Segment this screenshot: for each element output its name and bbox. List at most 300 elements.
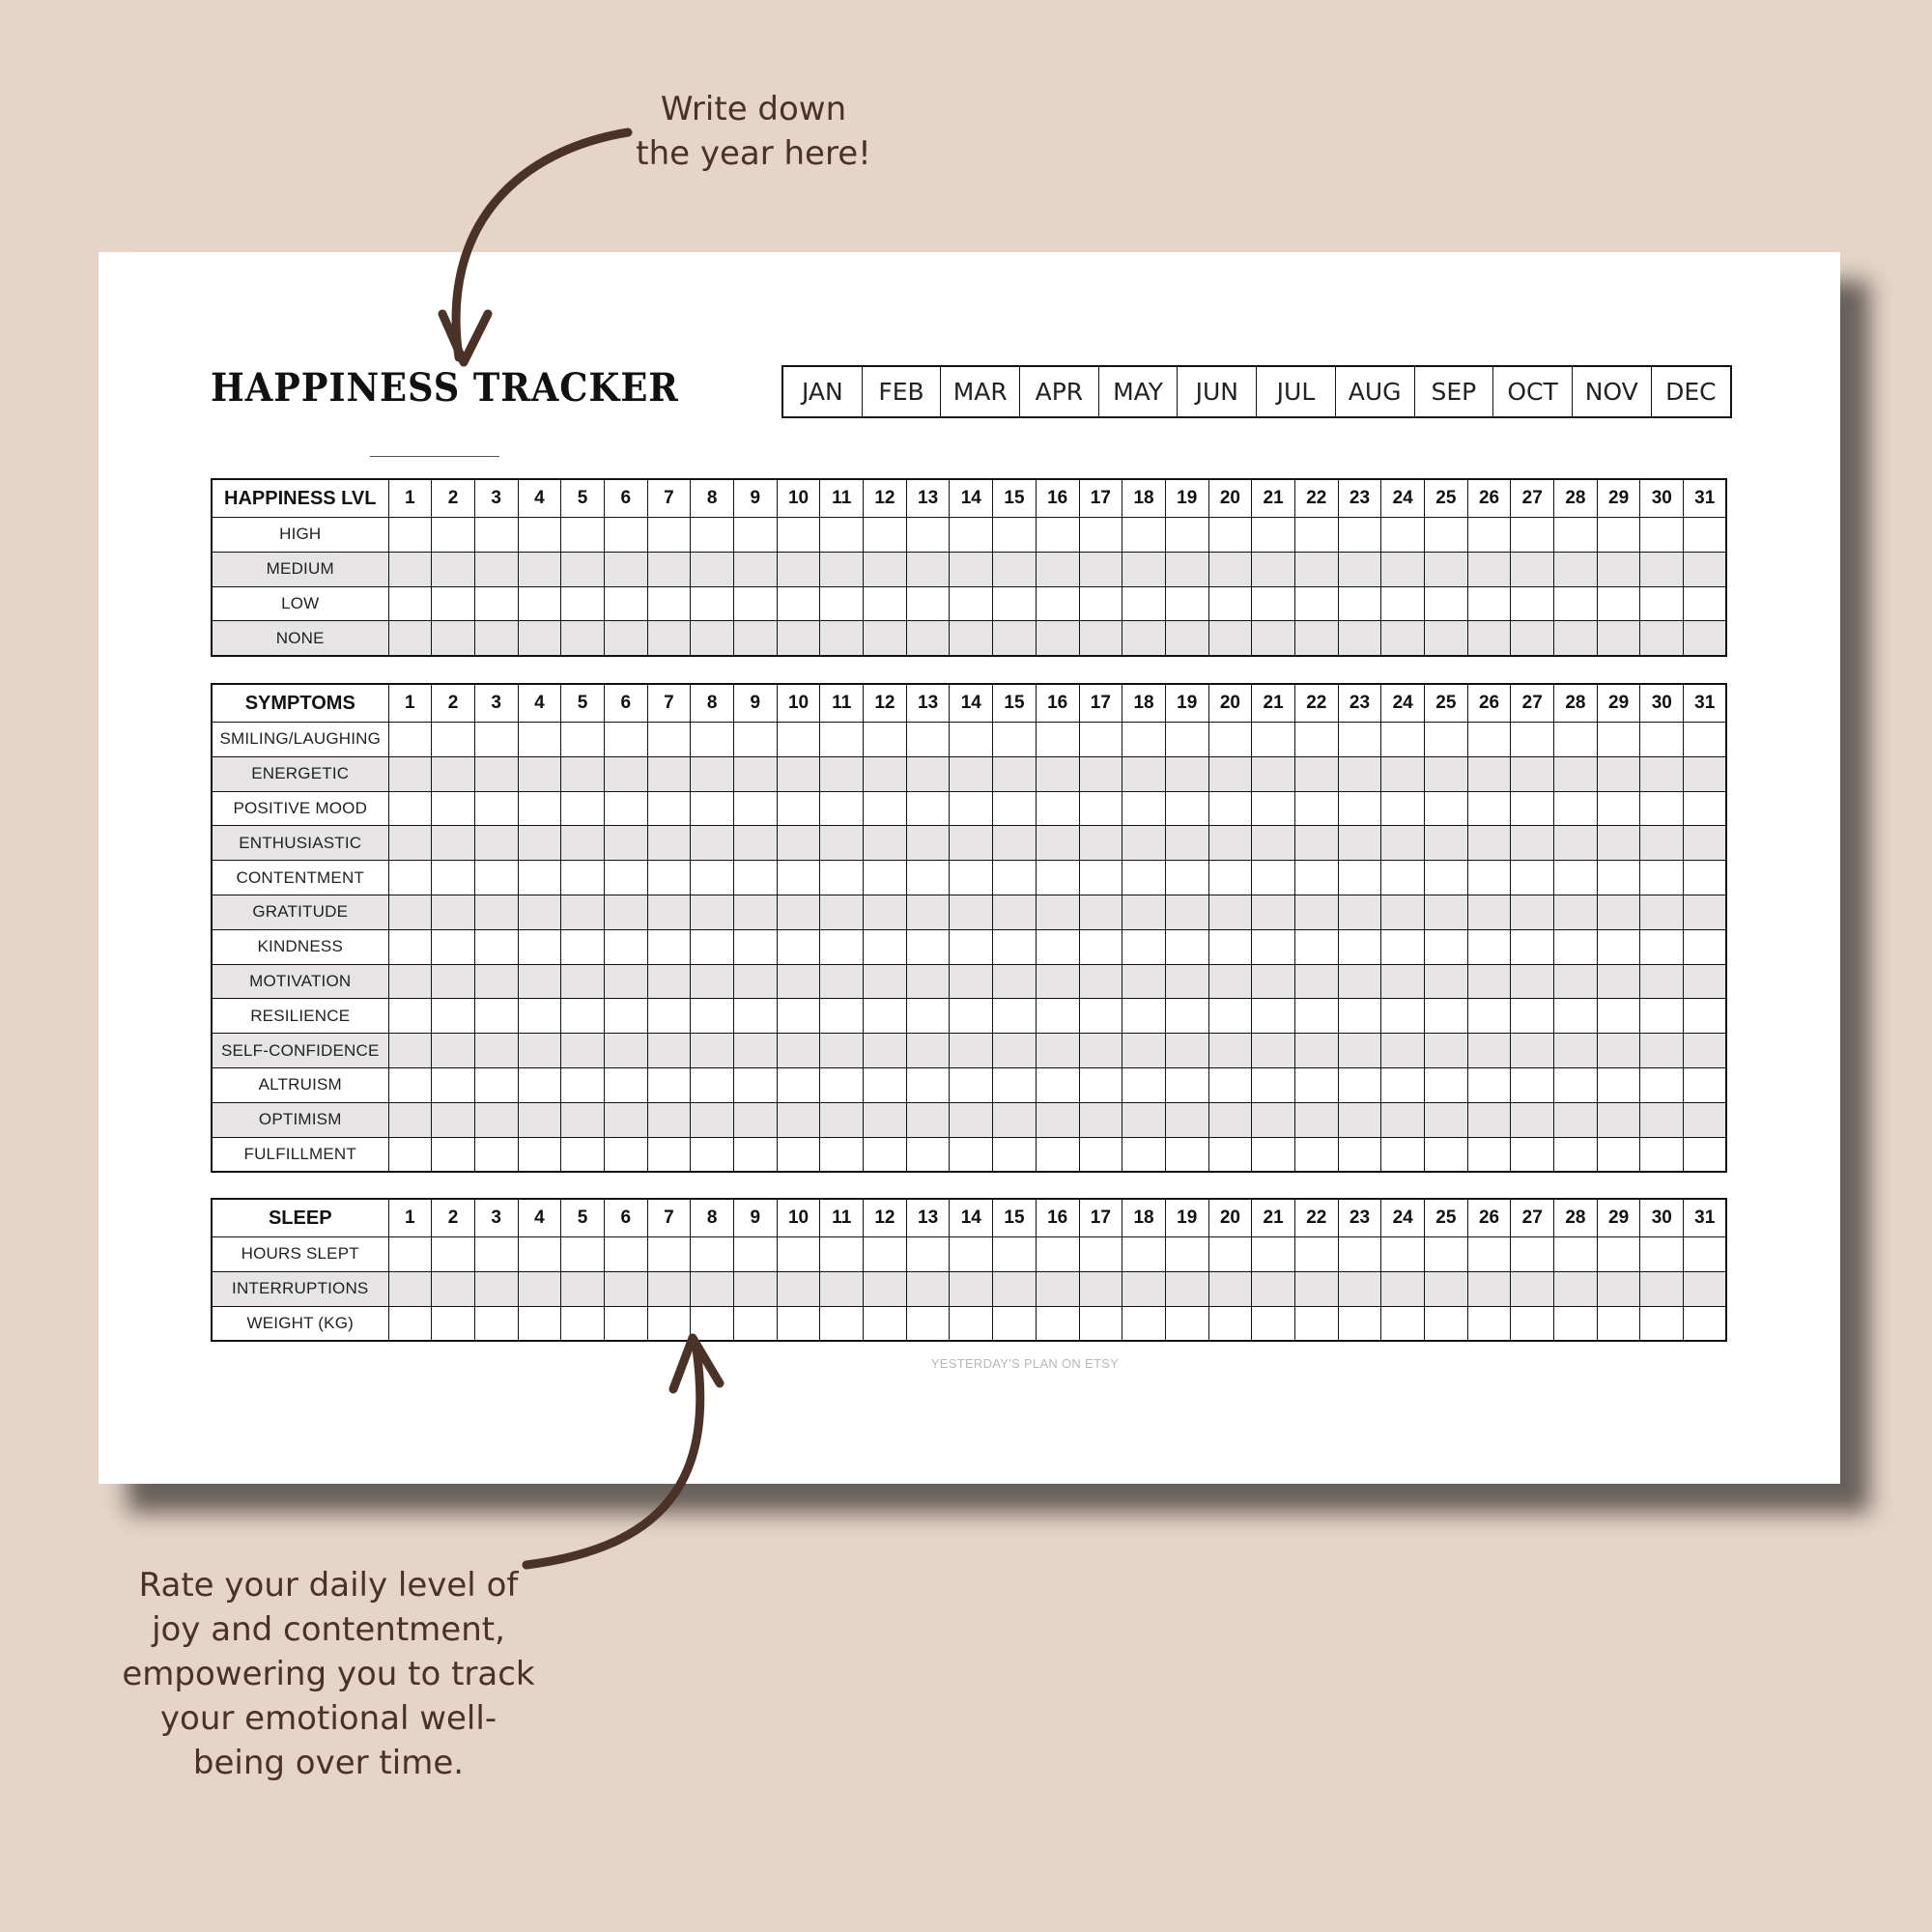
tracker-cell[interactable] bbox=[1252, 826, 1295, 861]
tracker-cell[interactable] bbox=[691, 999, 734, 1034]
tracker-cell[interactable] bbox=[906, 1034, 950, 1068]
tracker-cell[interactable] bbox=[691, 1067, 734, 1102]
tracker-cell[interactable] bbox=[1208, 999, 1252, 1034]
tracker-cell[interactable] bbox=[432, 552, 475, 586]
tracker-cell[interactable] bbox=[820, 756, 864, 791]
tracker-cell[interactable] bbox=[777, 518, 820, 553]
tracker-cell[interactable] bbox=[950, 895, 993, 929]
tracker-cell[interactable] bbox=[1554, 1034, 1598, 1068]
tracker-cell[interactable] bbox=[561, 791, 605, 826]
tracker-cell[interactable] bbox=[1684, 518, 1727, 553]
tracker-cell[interactable] bbox=[1684, 1034, 1727, 1068]
tracker-cell[interactable] bbox=[1425, 1137, 1468, 1172]
tracker-cell[interactable] bbox=[1079, 621, 1122, 656]
tracker-cell[interactable] bbox=[820, 1237, 864, 1272]
tracker-cell[interactable] bbox=[950, 1237, 993, 1272]
tracker-cell[interactable] bbox=[820, 518, 864, 553]
tracker-cell[interactable] bbox=[1467, 552, 1511, 586]
tracker-cell[interactable] bbox=[1554, 1102, 1598, 1137]
tracker-cell[interactable] bbox=[1640, 518, 1684, 553]
tracker-cell[interactable] bbox=[950, 861, 993, 895]
tracker-cell[interactable] bbox=[820, 826, 864, 861]
tracker-cell[interactable] bbox=[820, 586, 864, 621]
tracker-cell[interactable] bbox=[734, 999, 778, 1034]
tracker-cell[interactable] bbox=[1338, 723, 1381, 757]
tracker-cell[interactable] bbox=[474, 1067, 518, 1102]
tracker-cell[interactable] bbox=[388, 964, 432, 999]
tracker-cell[interactable] bbox=[1597, 1271, 1640, 1306]
tracker-cell[interactable] bbox=[1338, 791, 1381, 826]
tracker-cell[interactable] bbox=[1381, 1237, 1425, 1272]
tracker-cell[interactable] bbox=[950, 1137, 993, 1172]
tracker-cell[interactable] bbox=[1425, 861, 1468, 895]
tracker-cell[interactable] bbox=[1079, 1306, 1122, 1341]
tracker-cell[interactable] bbox=[1122, 964, 1166, 999]
tracker-cell[interactable] bbox=[1511, 723, 1554, 757]
tracker-cell[interactable] bbox=[1165, 791, 1208, 826]
tracker-cell[interactable] bbox=[518, 791, 561, 826]
tracker-cell[interactable] bbox=[1684, 756, 1727, 791]
tracker-cell[interactable] bbox=[691, 552, 734, 586]
tracker-cell[interactable] bbox=[604, 1102, 647, 1137]
tracker-cell[interactable] bbox=[1252, 621, 1295, 656]
tracker-cell[interactable] bbox=[1079, 895, 1122, 929]
tracker-cell[interactable] bbox=[432, 723, 475, 757]
tracker-cell[interactable] bbox=[432, 1102, 475, 1137]
tracker-cell[interactable] bbox=[1640, 964, 1684, 999]
tracker-cell[interactable] bbox=[1640, 1034, 1684, 1068]
tracker-cell[interactable] bbox=[993, 756, 1037, 791]
tracker-cell[interactable] bbox=[691, 1137, 734, 1172]
tracker-cell[interactable] bbox=[734, 1271, 778, 1306]
tracker-cell[interactable] bbox=[1079, 999, 1122, 1034]
tracker-cell[interactable] bbox=[734, 518, 778, 553]
tracker-cell[interactable] bbox=[1036, 621, 1079, 656]
tracker-cell[interactable] bbox=[864, 1102, 907, 1137]
tracker-cell[interactable] bbox=[1640, 861, 1684, 895]
tracker-cell[interactable] bbox=[1208, 1067, 1252, 1102]
tracker-cell[interactable] bbox=[691, 518, 734, 553]
tracker-cell[interactable] bbox=[1381, 552, 1425, 586]
tracker-cell[interactable] bbox=[1208, 1137, 1252, 1172]
tracker-cell[interactable] bbox=[1554, 861, 1598, 895]
tracker-cell[interactable] bbox=[561, 586, 605, 621]
tracker-cell[interactable] bbox=[1381, 518, 1425, 553]
tracker-cell[interactable] bbox=[1079, 929, 1122, 964]
tracker-cell[interactable] bbox=[1381, 929, 1425, 964]
tracker-cell[interactable] bbox=[647, 756, 691, 791]
tracker-cell[interactable] bbox=[474, 964, 518, 999]
tracker-cell[interactable] bbox=[1036, 1271, 1079, 1306]
tracker-cell[interactable] bbox=[561, 1034, 605, 1068]
tracker-cell[interactable] bbox=[734, 756, 778, 791]
tracker-cell[interactable] bbox=[1122, 723, 1166, 757]
tracker-cell[interactable] bbox=[474, 1306, 518, 1341]
tracker-cell[interactable] bbox=[1208, 964, 1252, 999]
tracker-cell[interactable] bbox=[1079, 964, 1122, 999]
tracker-cell[interactable] bbox=[1554, 586, 1598, 621]
tracker-cell[interactable] bbox=[1338, 1067, 1381, 1102]
tracker-cell[interactable] bbox=[1165, 723, 1208, 757]
tracker-cell[interactable] bbox=[777, 586, 820, 621]
tracker-cell[interactable] bbox=[561, 1306, 605, 1341]
tracker-cell[interactable] bbox=[993, 791, 1037, 826]
tracker-cell[interactable] bbox=[993, 895, 1037, 929]
tracker-cell[interactable] bbox=[1640, 1102, 1684, 1137]
tracker-cell[interactable] bbox=[906, 586, 950, 621]
tracker-cell[interactable] bbox=[993, 723, 1037, 757]
tracker-cell[interactable] bbox=[604, 1237, 647, 1272]
tracker-cell[interactable] bbox=[1554, 929, 1598, 964]
tracker-cell[interactable] bbox=[1467, 518, 1511, 553]
tracker-cell[interactable] bbox=[1079, 861, 1122, 895]
tracker-cell[interactable] bbox=[1079, 518, 1122, 553]
tracker-cell[interactable] bbox=[388, 999, 432, 1034]
tracker-cell[interactable] bbox=[1338, 929, 1381, 964]
tracker-cell[interactable] bbox=[1640, 791, 1684, 826]
tracker-cell[interactable] bbox=[1208, 1034, 1252, 1068]
tracker-cell[interactable] bbox=[1294, 791, 1338, 826]
tracker-cell[interactable] bbox=[1425, 964, 1468, 999]
tracker-cell[interactable] bbox=[993, 518, 1037, 553]
tracker-cell[interactable] bbox=[691, 756, 734, 791]
tracker-cell[interactable] bbox=[993, 586, 1037, 621]
tracker-cell[interactable] bbox=[1554, 895, 1598, 929]
tracker-cell[interactable] bbox=[1511, 756, 1554, 791]
tracker-cell[interactable] bbox=[388, 826, 432, 861]
tracker-cell[interactable] bbox=[1467, 791, 1511, 826]
tracker-cell[interactable] bbox=[1511, 929, 1554, 964]
tracker-cell[interactable] bbox=[1294, 1137, 1338, 1172]
tracker-cell[interactable] bbox=[604, 1067, 647, 1102]
tracker-cell[interactable] bbox=[432, 1271, 475, 1306]
tracker-cell[interactable] bbox=[1079, 552, 1122, 586]
tracker-cell[interactable] bbox=[820, 1034, 864, 1068]
tracker-cell[interactable] bbox=[561, 1137, 605, 1172]
tracker-cell[interactable] bbox=[1554, 1067, 1598, 1102]
tracker-cell[interactable] bbox=[820, 1102, 864, 1137]
tracker-cell[interactable] bbox=[1122, 791, 1166, 826]
tracker-cell[interactable] bbox=[388, 621, 432, 656]
tracker-cell[interactable] bbox=[1425, 1102, 1468, 1137]
tracker-cell[interactable] bbox=[820, 723, 864, 757]
tracker-cell[interactable] bbox=[561, 826, 605, 861]
tracker-cell[interactable] bbox=[1122, 1067, 1166, 1102]
tracker-cell[interactable] bbox=[518, 1271, 561, 1306]
tracker-cell[interactable] bbox=[1208, 895, 1252, 929]
tracker-cell[interactable] bbox=[864, 518, 907, 553]
tracker-cell[interactable] bbox=[561, 756, 605, 791]
tracker-cell[interactable] bbox=[561, 895, 605, 929]
tracker-cell[interactable] bbox=[734, 929, 778, 964]
tracker-cell[interactable] bbox=[518, 826, 561, 861]
tracker-cell[interactable] bbox=[1036, 791, 1079, 826]
tracker-cell[interactable] bbox=[1597, 621, 1640, 656]
tracker-cell[interactable] bbox=[1467, 861, 1511, 895]
tracker-cell[interactable] bbox=[777, 552, 820, 586]
tracker-cell[interactable] bbox=[1165, 756, 1208, 791]
tracker-cell[interactable] bbox=[1511, 826, 1554, 861]
tracker-cell[interactable] bbox=[1165, 826, 1208, 861]
tracker-cell[interactable] bbox=[474, 552, 518, 586]
tracker-cell[interactable] bbox=[734, 586, 778, 621]
tracker-cell[interactable] bbox=[1381, 964, 1425, 999]
tracker-cell[interactable] bbox=[561, 964, 605, 999]
tracker-cell[interactable] bbox=[1122, 1034, 1166, 1068]
tracker-cell[interactable] bbox=[1208, 1271, 1252, 1306]
tracker-cell[interactable] bbox=[388, 861, 432, 895]
tracker-cell[interactable] bbox=[734, 1237, 778, 1272]
tracker-cell[interactable] bbox=[1640, 1067, 1684, 1102]
tracker-cell[interactable] bbox=[1338, 1306, 1381, 1341]
tracker-cell[interactable] bbox=[1554, 723, 1598, 757]
tracker-cell[interactable] bbox=[1208, 723, 1252, 757]
tracker-cell[interactable] bbox=[1511, 861, 1554, 895]
tracker-cell[interactable] bbox=[1294, 756, 1338, 791]
tracker-cell[interactable] bbox=[1294, 1237, 1338, 1272]
tracker-cell[interactable] bbox=[1338, 586, 1381, 621]
tracker-cell[interactable] bbox=[1425, 1067, 1468, 1102]
tracker-cell[interactable] bbox=[1554, 964, 1598, 999]
tracker-cell[interactable] bbox=[432, 586, 475, 621]
tracker-cell[interactable] bbox=[1597, 552, 1640, 586]
tracker-cell[interactable] bbox=[1036, 861, 1079, 895]
tracker-cell[interactable] bbox=[432, 1306, 475, 1341]
tracker-cell[interactable] bbox=[820, 552, 864, 586]
tracker-cell[interactable] bbox=[1208, 1102, 1252, 1137]
tracker-cell[interactable] bbox=[1425, 756, 1468, 791]
tracker-cell[interactable] bbox=[1252, 1067, 1295, 1102]
tracker-cell[interactable] bbox=[734, 723, 778, 757]
tracker-cell[interactable] bbox=[518, 518, 561, 553]
tracker-cell[interactable] bbox=[777, 756, 820, 791]
tracker-cell[interactable] bbox=[1294, 518, 1338, 553]
tracker-cell[interactable] bbox=[691, 895, 734, 929]
tracker-cell[interactable] bbox=[474, 1271, 518, 1306]
tracker-cell[interactable] bbox=[864, 756, 907, 791]
tracker-cell[interactable] bbox=[388, 1271, 432, 1306]
tracker-cell[interactable] bbox=[1467, 1137, 1511, 1172]
tracker-cell[interactable] bbox=[1511, 1034, 1554, 1068]
tracker-cell[interactable] bbox=[1640, 586, 1684, 621]
tracker-cell[interactable] bbox=[432, 929, 475, 964]
tracker-cell[interactable] bbox=[474, 1034, 518, 1068]
tracker-cell[interactable] bbox=[561, 621, 605, 656]
tracker-cell[interactable] bbox=[1554, 999, 1598, 1034]
tracker-cell[interactable] bbox=[1684, 861, 1727, 895]
tracker-cell[interactable] bbox=[647, 723, 691, 757]
tracker-cell[interactable] bbox=[518, 1137, 561, 1172]
tracker-cell[interactable] bbox=[950, 929, 993, 964]
tracker-cell[interactable] bbox=[474, 791, 518, 826]
tracker-cell[interactable] bbox=[1252, 723, 1295, 757]
tracker-cell[interactable] bbox=[604, 586, 647, 621]
tracker-cell[interactable] bbox=[1294, 999, 1338, 1034]
tracker-cell[interactable] bbox=[561, 552, 605, 586]
tracker-cell[interactable] bbox=[734, 791, 778, 826]
tracker-cell[interactable] bbox=[388, 895, 432, 929]
tracker-cell[interactable] bbox=[1381, 1067, 1425, 1102]
tracker-cell[interactable] bbox=[1640, 552, 1684, 586]
tracker-cell[interactable] bbox=[1467, 1306, 1511, 1341]
tracker-cell[interactable] bbox=[604, 756, 647, 791]
tracker-cell[interactable] bbox=[647, 791, 691, 826]
tracker-cell[interactable] bbox=[777, 1271, 820, 1306]
month-oct[interactable]: OCT bbox=[1493, 367, 1573, 416]
tracker-cell[interactable] bbox=[1036, 826, 1079, 861]
tracker-cell[interactable] bbox=[518, 999, 561, 1034]
tracker-cell[interactable] bbox=[1381, 723, 1425, 757]
tracker-cell[interactable] bbox=[1036, 929, 1079, 964]
month-sep[interactable]: SEP bbox=[1415, 367, 1494, 416]
tracker-cell[interactable] bbox=[1252, 964, 1295, 999]
tracker-cell[interactable] bbox=[777, 1237, 820, 1272]
tracker-cell[interactable] bbox=[604, 999, 647, 1034]
tracker-cell[interactable] bbox=[1294, 1102, 1338, 1137]
tracker-cell[interactable] bbox=[1511, 1271, 1554, 1306]
tracker-cell[interactable] bbox=[1036, 1102, 1079, 1137]
tracker-cell[interactable] bbox=[820, 1306, 864, 1341]
tracker-cell[interactable] bbox=[474, 1237, 518, 1272]
tracker-cell[interactable] bbox=[1165, 964, 1208, 999]
tracker-cell[interactable] bbox=[1684, 964, 1727, 999]
tracker-cell[interactable] bbox=[1122, 929, 1166, 964]
tracker-cell[interactable] bbox=[906, 929, 950, 964]
tracker-cell[interactable] bbox=[691, 964, 734, 999]
tracker-cell[interactable] bbox=[1640, 1271, 1684, 1306]
tracker-cell[interactable] bbox=[1338, 1034, 1381, 1068]
tracker-cell[interactable] bbox=[1122, 861, 1166, 895]
month-jun[interactable]: JUN bbox=[1178, 367, 1257, 416]
tracker-cell[interactable] bbox=[864, 1306, 907, 1341]
tracker-cell[interactable] bbox=[1252, 999, 1295, 1034]
tracker-cell[interactable] bbox=[1467, 1271, 1511, 1306]
tracker-cell[interactable] bbox=[864, 964, 907, 999]
tracker-cell[interactable] bbox=[1208, 518, 1252, 553]
tracker-cell[interactable] bbox=[518, 621, 561, 656]
tracker-cell[interactable] bbox=[950, 791, 993, 826]
tracker-cell[interactable] bbox=[993, 1034, 1037, 1068]
tracker-cell[interactable] bbox=[864, 1067, 907, 1102]
tracker-cell[interactable] bbox=[1597, 826, 1640, 861]
tracker-cell[interactable] bbox=[1381, 1137, 1425, 1172]
tracker-cell[interactable] bbox=[1036, 586, 1079, 621]
tracker-cell[interactable] bbox=[950, 1034, 993, 1068]
tracker-cell[interactable] bbox=[864, 1237, 907, 1272]
tracker-cell[interactable] bbox=[1122, 1271, 1166, 1306]
tracker-cell[interactable] bbox=[474, 518, 518, 553]
tracker-cell[interactable] bbox=[1597, 964, 1640, 999]
tracker-cell[interactable] bbox=[1079, 826, 1122, 861]
tracker-cell[interactable] bbox=[864, 552, 907, 586]
tracker-cell[interactable] bbox=[647, 826, 691, 861]
tracker-cell[interactable] bbox=[1381, 756, 1425, 791]
tracker-cell[interactable] bbox=[1294, 1034, 1338, 1068]
tracker-cell[interactable] bbox=[1640, 723, 1684, 757]
tracker-cell[interactable] bbox=[777, 826, 820, 861]
month-nov[interactable]: NOV bbox=[1573, 367, 1652, 416]
tracker-cell[interactable] bbox=[906, 621, 950, 656]
month-mar[interactable]: MAR bbox=[941, 367, 1020, 416]
tracker-cell[interactable] bbox=[1467, 895, 1511, 929]
tracker-cell[interactable] bbox=[1597, 756, 1640, 791]
tracker-cell[interactable] bbox=[1165, 1306, 1208, 1341]
tracker-cell[interactable] bbox=[604, 518, 647, 553]
month-aug[interactable]: AUG bbox=[1336, 367, 1415, 416]
tracker-cell[interactable] bbox=[1684, 621, 1727, 656]
tracker-cell[interactable] bbox=[1079, 1237, 1122, 1272]
tracker-cell[interactable] bbox=[1079, 723, 1122, 757]
tracker-cell[interactable] bbox=[388, 1034, 432, 1068]
tracker-cell[interactable] bbox=[777, 964, 820, 999]
tracker-cell[interactable] bbox=[1338, 621, 1381, 656]
tracker-cell[interactable] bbox=[1684, 999, 1727, 1034]
tracker-cell[interactable] bbox=[1079, 1271, 1122, 1306]
tracker-cell[interactable] bbox=[1381, 1102, 1425, 1137]
tracker-cell[interactable] bbox=[1554, 1237, 1598, 1272]
tracker-cell[interactable] bbox=[1122, 756, 1166, 791]
tracker-cell[interactable] bbox=[1252, 586, 1295, 621]
tracker-cell[interactable] bbox=[1338, 861, 1381, 895]
tracker-cell[interactable] bbox=[691, 861, 734, 895]
tracker-cell[interactable] bbox=[604, 861, 647, 895]
tracker-cell[interactable] bbox=[1122, 518, 1166, 553]
tracker-cell[interactable] bbox=[993, 621, 1037, 656]
tracker-cell[interactable] bbox=[1381, 1271, 1425, 1306]
tracker-cell[interactable] bbox=[691, 723, 734, 757]
tracker-cell[interactable] bbox=[432, 1067, 475, 1102]
tracker-cell[interactable] bbox=[950, 826, 993, 861]
tracker-cell[interactable] bbox=[734, 1306, 778, 1341]
tracker-cell[interactable] bbox=[432, 861, 475, 895]
tracker-cell[interactable] bbox=[734, 895, 778, 929]
tracker-cell[interactable] bbox=[474, 861, 518, 895]
tracker-cell[interactable] bbox=[432, 999, 475, 1034]
tracker-cell[interactable] bbox=[1338, 1102, 1381, 1137]
tracker-cell[interactable] bbox=[432, 791, 475, 826]
tracker-cell[interactable] bbox=[691, 586, 734, 621]
tracker-cell[interactable] bbox=[1554, 791, 1598, 826]
tracker-cell[interactable] bbox=[1511, 518, 1554, 553]
tracker-cell[interactable] bbox=[1381, 621, 1425, 656]
tracker-cell[interactable] bbox=[1338, 999, 1381, 1034]
tracker-cell[interactable] bbox=[1165, 1237, 1208, 1272]
tracker-cell[interactable] bbox=[518, 1034, 561, 1068]
tracker-cell[interactable] bbox=[734, 826, 778, 861]
tracker-cell[interactable] bbox=[1640, 1137, 1684, 1172]
tracker-cell[interactable] bbox=[1165, 999, 1208, 1034]
tracker-cell[interactable] bbox=[993, 999, 1037, 1034]
tracker-cell[interactable] bbox=[1252, 1237, 1295, 1272]
tracker-cell[interactable] bbox=[604, 895, 647, 929]
tracker-cell[interactable] bbox=[1252, 1034, 1295, 1068]
tracker-cell[interactable] bbox=[1597, 1102, 1640, 1137]
tracker-cell[interactable] bbox=[1294, 1306, 1338, 1341]
tracker-cell[interactable] bbox=[864, 586, 907, 621]
tracker-cell[interactable] bbox=[1165, 552, 1208, 586]
tracker-cell[interactable] bbox=[1252, 861, 1295, 895]
tracker-cell[interactable] bbox=[1338, 756, 1381, 791]
tracker-cell[interactable] bbox=[1079, 791, 1122, 826]
tracker-cell[interactable] bbox=[864, 723, 907, 757]
tracker-cell[interactable] bbox=[993, 861, 1037, 895]
tracker-cell[interactable] bbox=[734, 1137, 778, 1172]
tracker-cell[interactable] bbox=[1554, 1306, 1598, 1341]
tracker-cell[interactable] bbox=[1381, 861, 1425, 895]
tracker-cell[interactable] bbox=[1511, 1067, 1554, 1102]
tracker-cell[interactable] bbox=[1079, 1034, 1122, 1068]
tracker-cell[interactable] bbox=[1165, 621, 1208, 656]
